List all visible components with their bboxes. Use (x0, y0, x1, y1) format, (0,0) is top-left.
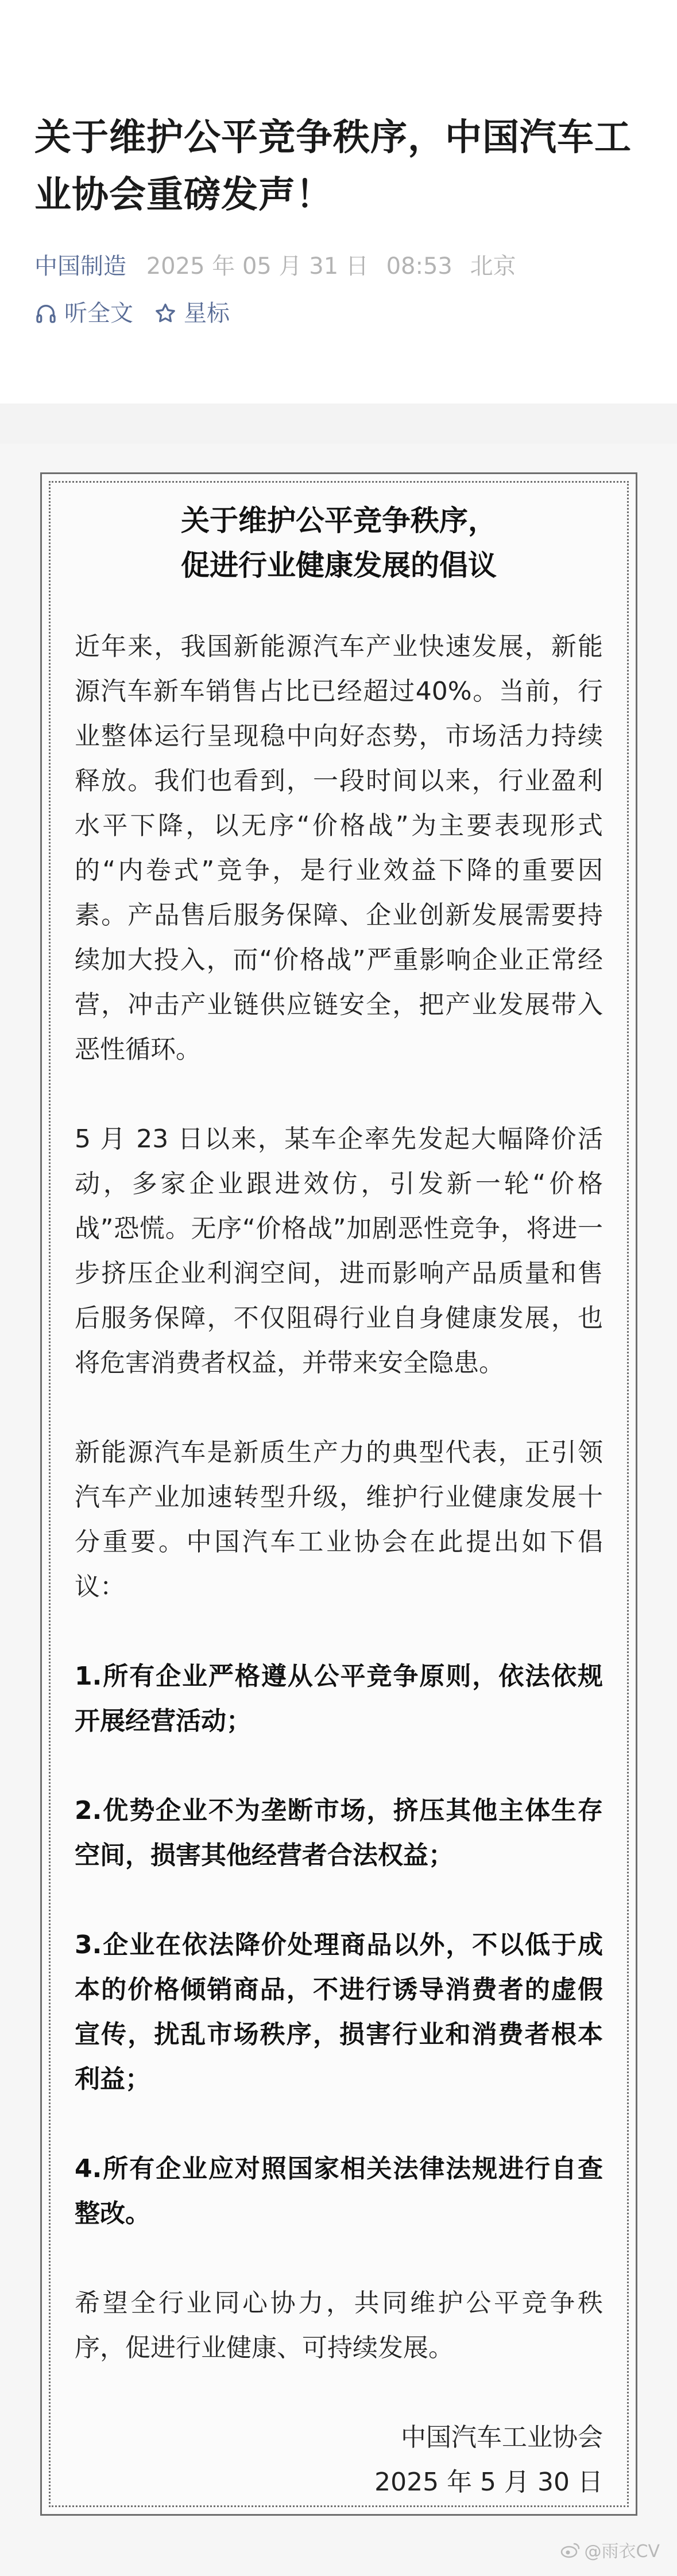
source-account-link[interactable]: 中国制造 (34, 253, 126, 280)
headphones-icon (34, 302, 57, 325)
star-button[interactable] (154, 297, 230, 329)
document-title-line: 关于维护公平竞争秩序， (181, 504, 497, 537)
star-label: 星标 (184, 300, 230, 327)
document-content (75, 498, 603, 2505)
document-title-line: 促进行业健康发展的倡议 (181, 549, 497, 582)
article-title: 关于维护公平竞争秩序，中国汽车工业协会重磅发声！ (34, 117, 632, 216)
publish-date: 2025 年 05 月 31 日 (146, 253, 369, 280)
watermark (560, 2537, 660, 2562)
section-divider (0, 404, 677, 444)
document-paragraph: 近年来，我国新能源汽车产业快速发展，新能源汽车新车销售占比已经超过40%。当前，行业整体运行呈现稳中向好态势，市场活力持续释放。我们也看到，一段时间以来，行业盈利水平下降，以无序“价格战”为主要表现形式的“内卷式”竞争，是行业效益下降的重要因素。产品售后服务保障、企业创新发展需要持续加大投入，而“价格战”严重影响企业正常经营，冲击产业链供应链安全，把产业发展带入恶性循环。 (75, 632, 603, 1064)
watermark-text: @雨衣CV (584, 2542, 660, 2562)
article-actions (34, 297, 643, 329)
listen-button[interactable] (34, 297, 133, 329)
publish-time: 08:53 (386, 253, 452, 280)
proposal-item: 1.所有企业严格遵从公平竞争原则，依法依规开展经营活动； (75, 1662, 603, 1736)
signature-date: 2025 年 5 月 30 日 (374, 2468, 603, 2497)
star-icon (154, 302, 177, 325)
proposal-item: 3.企业在依法降价处理商品以外，不以低于成本的价格倾销商品，不进行诱导消费者的虚假宣传，扰乱市场秩序，损害行业和消费者根本利益； (75, 1930, 603, 2094)
weibo-logo-icon (560, 2541, 581, 2558)
article-header (34, 109, 643, 329)
article-meta (34, 250, 643, 282)
proposal-document-image (0, 444, 677, 2576)
signature-organization: 中国汽车工业协会 (401, 2423, 603, 2452)
signature-block (75, 2415, 603, 2505)
publish-location: 北京 (470, 253, 516, 280)
document-title (75, 498, 603, 588)
listen-label: 听全文 (64, 300, 133, 327)
proposal-item: 4.所有企业应对照国家相关法律法规进行自查整改。 (75, 2154, 603, 2228)
closing-paragraph: 希望全行业同心协力，共同维护公平竞争秩序，促进行业健康、可持续发展。 (75, 2288, 603, 2362)
document-paragraph: 5 月 23 日以来，某车企率先发起大幅降价活动，多家企业跟进效仿，引发新一轮“价格战”恐慌。无序“价格战”加剧恶性竞争，将进一步挤压企业利润空间，进而影响产品质量和售后服务保障，不仅阻碍行业自身健康发展，也将危害消费者权益，并带来安全隐患。 (75, 1124, 603, 1378)
document-paragraph: 新能源汽车是新质生产力的典型代表，正引领汽车产业加速转型升级，维护行业健康发展十分重要。中国汽车工业协会在此提出如下倡议： (75, 1438, 603, 1601)
proposal-item: 2.优势企业不为垄断市场，挤压其他主体生存空间，损害其他经营者合法权益； (75, 1796, 603, 1870)
